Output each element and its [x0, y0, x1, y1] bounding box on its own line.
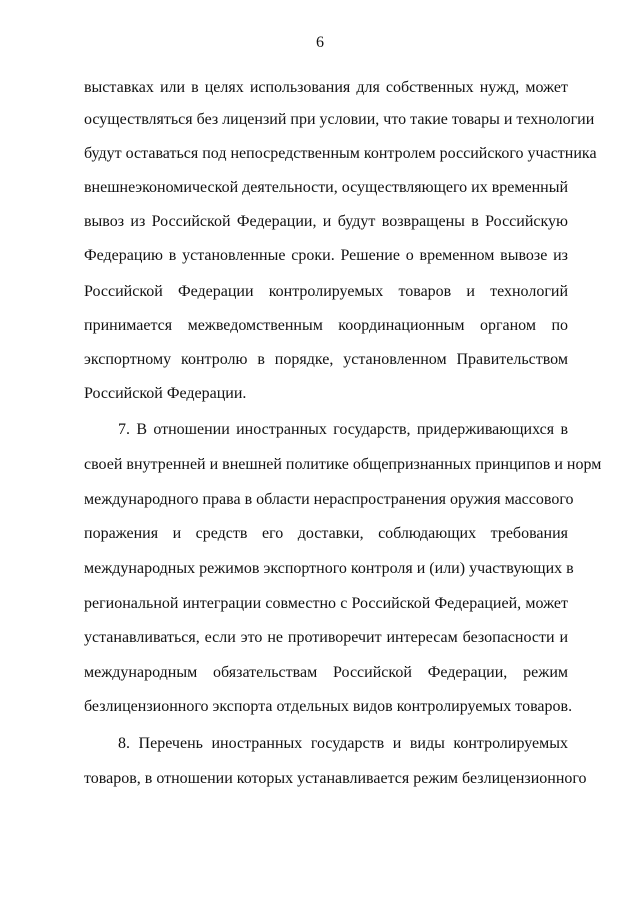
text-line: Российской Федерации.: [84, 385, 247, 402]
text-line: своей внутренней и внешней политике общепризнанных принципов и норм: [84, 456, 602, 473]
text-line: международных режимов экспортного контроля и (или) участвующих в: [84, 560, 574, 577]
text-line: поражения и средств его доставки, соблюдающих требования: [84, 525, 568, 542]
text-line: выставках или в целях использования для собственных нужд, может: [84, 79, 568, 96]
text-line: международным обязательствам Российской Федерации, режим: [84, 664, 568, 681]
text-line: принимается межведомственным координационным органом по: [84, 317, 568, 334]
text-line: товаров, в отношении которых устанавливается режим безлицензионного: [84, 770, 587, 787]
text-line: осуществляться без лицензий при условии, что такие товары и технологии: [84, 111, 595, 128]
text-line: Российской Федерации контролируемых товаров и технологий: [84, 283, 568, 300]
text-line: устанавливаться, если это не противоречит интересам безопасности и: [84, 629, 568, 646]
paragraph-8-start: 8. Перечень иностранных государств и виды контролируемых: [118, 735, 568, 752]
text-line: внешнеэкономической деятельности, осуществляющего их временный: [84, 179, 569, 196]
text-line: региональной интеграции совместно с Российской Федерацией, может: [84, 595, 568, 612]
text-line: Федерацию в установленные сроки. Решение о временном вывозе из: [84, 247, 568, 264]
text-line: будут оставаться под непосредственным контролем российского участника: [84, 145, 597, 162]
text-line: международного права в области нераспространения оружия массового: [84, 491, 574, 508]
page-number: 6: [316, 34, 324, 51]
text-line: экспортному контролю в порядке, установленном Правительством: [84, 351, 568, 368]
paragraph-7-start: 7. В отношении иностранных государств, придерживающихся в: [118, 421, 568, 438]
text-line: безлицензионного экспорта отдельных видов контролируемых товаров.: [84, 698, 573, 715]
text-line: вывоз из Российской Федерации, и будут возвращены в Российскую: [84, 213, 568, 230]
